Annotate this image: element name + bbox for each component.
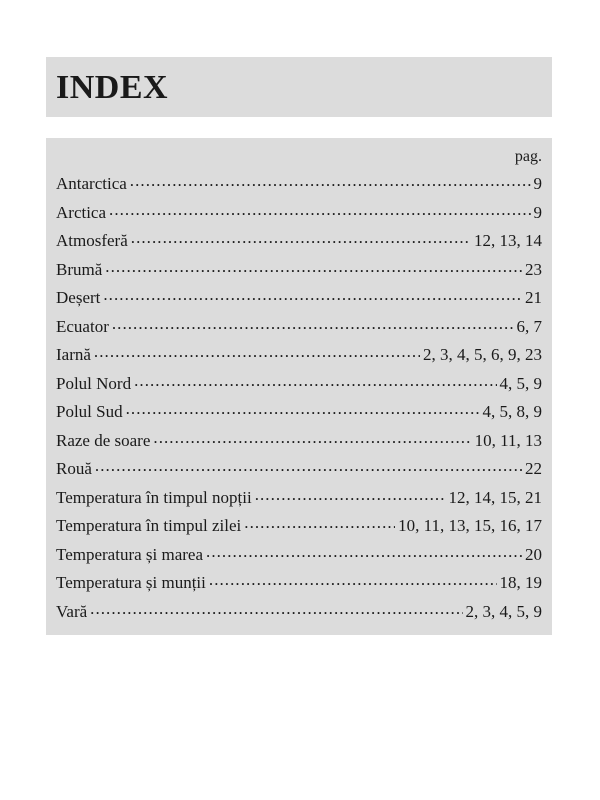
index-entry — [56, 284, 542, 313]
index-term: Antarctica — [56, 174, 127, 193]
index-entry — [56, 512, 542, 541]
index-entry — [56, 313, 542, 342]
index-term: Polul Sud — [56, 402, 123, 421]
dot-leader — [112, 315, 514, 332]
index-entry — [56, 569, 542, 598]
index-pages: 4, 5, 8, 9 — [482, 402, 542, 421]
index-pages: 23 — [525, 259, 542, 279]
dot-leader — [90, 600, 462, 617]
dot-leader — [103, 286, 522, 303]
index-term: Atmosferă — [56, 231, 128, 250]
index-term: Rouă — [56, 459, 92, 478]
index-term: Raze de soare — [56, 430, 151, 450]
index-entry — [56, 398, 542, 427]
index-pages: 22 — [525, 459, 542, 478]
index-panel — [46, 138, 552, 635]
index-term: Vară — [56, 601, 88, 621]
index-term: Brumă — [56, 259, 103, 279]
index-pages: 4, 5, 9 — [499, 373, 542, 393]
index-pages: 9 — [533, 174, 542, 193]
index-pages: 12, 14, 15, 21 — [448, 487, 542, 507]
dot-leader — [105, 258, 522, 275]
index-pages: 10, 11, 13, 15, 16, 17 — [398, 516, 542, 535]
index-entry — [56, 427, 542, 456]
index-pages: 18, 19 — [499, 573, 542, 592]
page-title: INDEX — [56, 69, 169, 106]
dot-leader — [206, 543, 522, 560]
index-pages: 6, 7 — [516, 316, 542, 336]
dot-leader — [131, 229, 471, 246]
dot-leader — [134, 372, 496, 389]
index-term: Deșert — [56, 288, 101, 307]
index-entry — [56, 170, 542, 199]
index-entry — [56, 227, 542, 256]
index-entry — [56, 199, 542, 228]
dot-leader — [255, 486, 446, 503]
index-entry — [56, 541, 542, 570]
page-column-label: pag. — [514, 148, 542, 165]
index-pages: 21 — [525, 288, 542, 307]
dot-leader — [209, 571, 497, 588]
index-entry — [56, 598, 542, 627]
index-pages: 12, 13, 14 — [474, 231, 542, 250]
index-title-panel — [46, 57, 552, 117]
index-pages: 2, 3, 4, 5, 9 — [465, 601, 542, 621]
index-term: Temperatura în timpul nopții — [56, 487, 252, 507]
index-entry — [56, 256, 542, 285]
index-term: Temperatura în timpul zilei — [56, 516, 242, 535]
index-term: Ecuator — [56, 316, 109, 336]
index-pages: 20 — [525, 544, 542, 564]
index-pages: 2, 3, 4, 5, 6, 9, 23 — [423, 345, 542, 364]
dot-leader — [126, 400, 480, 417]
index-entry — [56, 341, 542, 370]
dot-leader — [130, 172, 531, 189]
index-pages: 9 — [533, 202, 542, 222]
dot-leader — [95, 457, 522, 474]
index-pages: 10, 11, 13 — [474, 430, 542, 450]
dot-leader — [94, 343, 420, 360]
index-term: Iarnă — [56, 345, 91, 364]
index-term: Temperatura și marea — [56, 544, 204, 564]
index-entry — [56, 370, 542, 399]
index-entry — [56, 455, 542, 484]
index-entries-list — [56, 170, 542, 626]
index-entry — [56, 484, 542, 513]
dot-leader — [153, 429, 471, 446]
dot-leader — [244, 514, 395, 531]
index-term: Temperatura și munții — [56, 573, 206, 592]
index-term: Arctica — [56, 202, 107, 222]
dot-leader — [109, 201, 530, 218]
index-term: Polul Nord — [56, 373, 132, 393]
